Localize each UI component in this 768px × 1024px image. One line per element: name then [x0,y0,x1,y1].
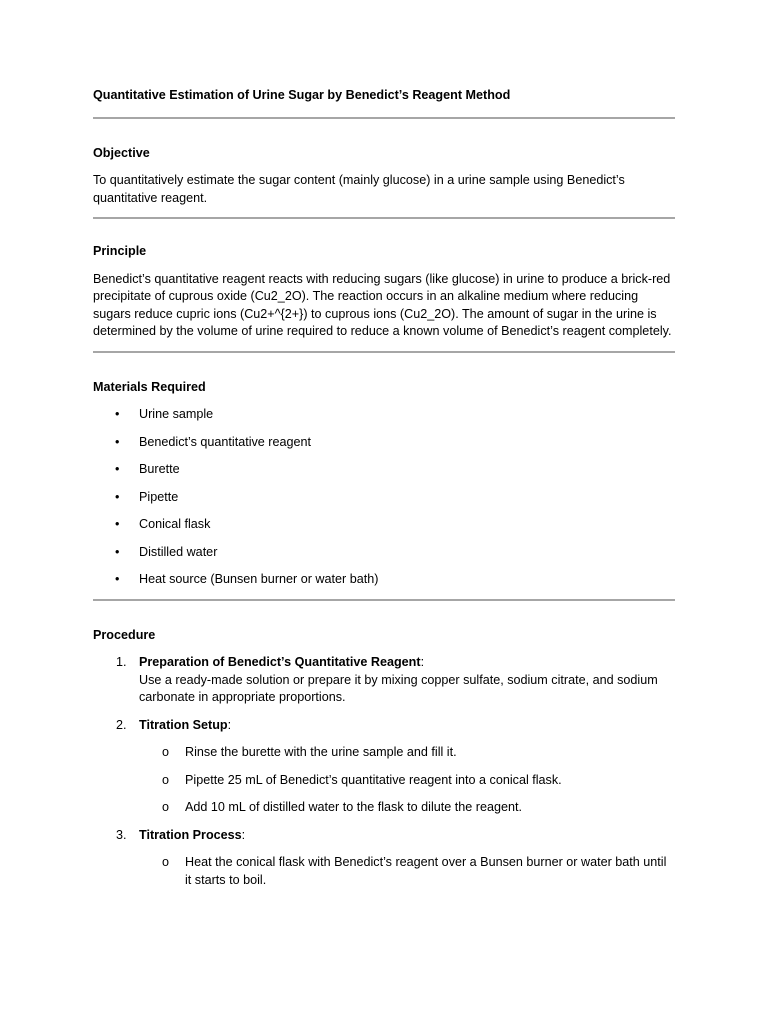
sub-list [139,854,675,889]
bullet-icon: • [115,407,120,421]
sub-list-item [93,772,675,790]
procedure-step [93,654,675,707]
divider [93,599,675,601]
bullet-icon: • [115,517,120,531]
divider [93,351,675,353]
step-title: Preparation of Benedict’s Quantitative Reagent [139,655,421,669]
material-text: Pipette [139,489,179,504]
list-item [93,406,675,424]
list-item [93,489,675,507]
step-title: Titration Setup [139,717,228,732]
list-item [93,434,675,452]
bullet-icon: • [115,572,120,586]
procedure-list [93,654,675,889]
material-text: Burette [139,462,180,476]
objective-heading: Objective [93,145,150,160]
material-text: Urine sample [139,407,214,421]
circle-bullet-icon: o [162,772,170,787]
sub-list-item [93,854,675,889]
list-item [93,516,675,534]
bullet-icon: • [115,544,120,559]
step-number: 1. [116,655,127,669]
material-text: Heat source (Bunsen burner or water bath) [139,572,379,586]
sub-item-text: Rinse the burette with the urine sample and fill it. [185,745,457,759]
procedure-step [93,717,675,817]
bullet-icon: • [115,434,120,449]
circle-bullet-icon: o [162,745,170,759]
principle-text: Benedict’s quantitative reagent reacts with reducing sugars (like glucose) in urine to produce a brick-red precipitate of cuprous oxide (Cu2_2O). The reaction occurs in an alkaline medium where reducing sugars reduce cupric ions (Cu2+^{2+}) to cuprous ions (Cu2_2O). The amount of sugar in the urine is determined by the volume of urine required to reduce a known volume of Benedict’s reagent completely. [93,271,672,338]
document-title: Quantitative Estimation of Urine Sugar by Benedict’s Reagent Method [93,88,511,102]
list-item [93,544,675,562]
sub-list-item [93,744,675,762]
step-text: Use a ready-made solution or prepare it by mixing copper sulfate, sodium citrate, and sodium carbonate in appropriate proportions. [139,672,658,704]
material-text: Distilled water [139,544,218,559]
divider [93,117,675,119]
sub-item-text: Heat the conical flask with Benedict’s reagent over a Bunsen burner or water bath until it starts to boil. [185,855,667,887]
step-number: 2. [116,717,127,732]
principle-heading: Principle [93,244,147,258]
procedure-step [93,827,675,890]
list-item [93,571,675,589]
material-text: Benedict’s quantitative reagent [139,434,312,449]
circle-bullet-icon: o [162,800,170,814]
materials-list [93,406,675,589]
sub-item-text: Pipette 25 mL of Benedict’s quantitative reagent into a conical flask. [185,772,562,787]
materials-heading: Materials Required [93,379,206,394]
document-content [93,87,675,889]
sub-list [139,744,675,817]
objective-text: To quantitatively estimate the sugar content (mainly glucose) in a urine sample using Benedict’s quantitative reagent. [93,173,625,205]
step-title: Titration Process [139,827,242,842]
list-item [93,461,675,479]
step-colon: : [420,655,425,669]
bullet-icon: • [115,489,120,504]
step-colon: : [241,827,246,842]
divider [93,217,675,219]
material-text: Conical flask [139,517,211,531]
step-number: 3. [116,827,127,842]
procedure-heading: Procedure [93,627,156,642]
circle-bullet-icon: o [162,855,170,869]
bullet-icon: • [115,462,120,476]
sub-item-text: Add 10 mL of distilled water to the flask to dilute the reagent. [185,800,522,814]
sub-list-item [93,799,675,817]
step-colon: : [227,717,232,732]
